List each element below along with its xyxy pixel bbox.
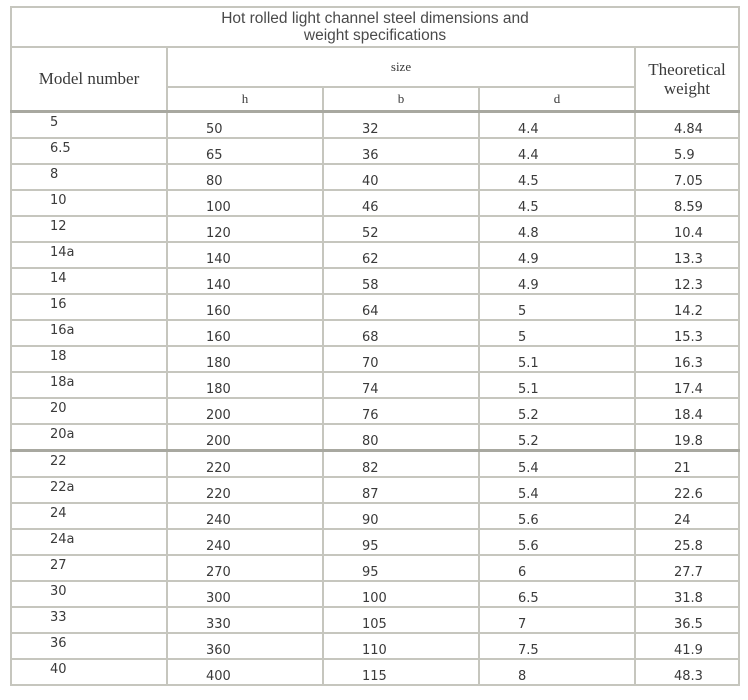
- cell-weight: 31.8: [635, 581, 739, 607]
- cell-weight: 13.3: [635, 242, 739, 268]
- cell-h: 100: [167, 190, 323, 216]
- cell-h: 240: [167, 503, 323, 529]
- cell-b: 40: [323, 164, 479, 190]
- cell-h: 160: [167, 320, 323, 346]
- cell-d: 6.5: [479, 581, 635, 607]
- cell-model: 24: [11, 503, 167, 529]
- cell-b: 70: [323, 346, 479, 372]
- cell-model: 24a: [11, 529, 167, 555]
- cell-model: 16a: [11, 320, 167, 346]
- cell-weight: 17.4: [635, 372, 739, 398]
- table-row: [11, 659, 739, 685]
- table-row: [11, 529, 739, 555]
- header-theoretical-weight: [635, 47, 739, 112]
- cell-weight: 19.8: [635, 424, 739, 451]
- cell-d: 4.5: [479, 190, 635, 216]
- cell-d: 4.9: [479, 242, 635, 268]
- cell-b: 110: [323, 633, 479, 659]
- cell-b: 74: [323, 372, 479, 398]
- cell-weight: 14.2: [635, 294, 739, 320]
- table-row: [11, 581, 739, 607]
- cell-model: 20a: [11, 424, 167, 451]
- cell-d: 5.2: [479, 424, 635, 451]
- cell-weight: 18.4: [635, 398, 739, 424]
- cell-d: 4.8: [479, 216, 635, 242]
- cell-model: 5: [11, 112, 167, 139]
- header-model-number: Model number: [11, 47, 167, 112]
- table-row: [11, 555, 739, 581]
- cell-b: 82: [323, 451, 479, 478]
- cell-h: 65: [167, 138, 323, 164]
- table-row: [11, 477, 739, 503]
- cell-model: 18: [11, 346, 167, 372]
- cell-b: 100: [323, 581, 479, 607]
- cell-model: 8: [11, 164, 167, 190]
- cell-d: 7.5: [479, 633, 635, 659]
- cell-h: 160: [167, 294, 323, 320]
- cell-weight: 10.4: [635, 216, 739, 242]
- cell-d: 5: [479, 320, 635, 346]
- table-title-line1: Hot rolled light channel steel dimensions and: [221, 10, 529, 27]
- table-row: [11, 346, 739, 372]
- cell-model: 16: [11, 294, 167, 320]
- cell-b: 52: [323, 216, 479, 242]
- cell-weight: 48.3: [635, 659, 739, 685]
- cell-d: 4.4: [479, 138, 635, 164]
- cell-b: 115: [323, 659, 479, 685]
- cell-model: 12: [11, 216, 167, 242]
- cell-weight: 27.7: [635, 555, 739, 581]
- cell-b: 62: [323, 242, 479, 268]
- cell-model: 6.5: [11, 138, 167, 164]
- table-title-line2: weight specifications: [303, 27, 447, 44]
- cell-h: 220: [167, 477, 323, 503]
- cell-b: 64: [323, 294, 479, 320]
- table-row: [11, 424, 739, 451]
- cell-h: 200: [167, 424, 323, 451]
- cell-weight: 7.05: [635, 164, 739, 190]
- header-d: d: [479, 87, 635, 112]
- cell-d: 5.4: [479, 451, 635, 478]
- cell-b: 32: [323, 112, 479, 139]
- cell-b: 76: [323, 398, 479, 424]
- cell-model: 30: [11, 581, 167, 607]
- cell-model: 14: [11, 268, 167, 294]
- header-weight-line2: weight: [663, 79, 711, 98]
- cell-d: 7: [479, 607, 635, 633]
- cell-h: 200: [167, 398, 323, 424]
- header-size: size: [167, 47, 635, 87]
- cell-model: 40: [11, 659, 167, 685]
- table-row: [11, 190, 739, 216]
- table-row: [11, 320, 739, 346]
- cell-h: 240: [167, 529, 323, 555]
- cell-h: 140: [167, 268, 323, 294]
- cell-b: 36: [323, 138, 479, 164]
- cell-weight: 21: [635, 451, 739, 478]
- cell-model: 27: [11, 555, 167, 581]
- cell-b: 95: [323, 555, 479, 581]
- table-row: [11, 112, 739, 139]
- cell-d: 5.4: [479, 477, 635, 503]
- header-h: h: [167, 87, 323, 112]
- table-row: [11, 268, 739, 294]
- table-row: [11, 216, 739, 242]
- cell-d: 4.4: [479, 112, 635, 139]
- cell-b: 46: [323, 190, 479, 216]
- cell-b: 105: [323, 607, 479, 633]
- table-row: [11, 633, 739, 659]
- cell-h: 330: [167, 607, 323, 633]
- cell-model: 14a: [11, 242, 167, 268]
- table-row: [11, 503, 739, 529]
- cell-d: 6: [479, 555, 635, 581]
- table-row: [11, 242, 739, 268]
- cell-h: 180: [167, 372, 323, 398]
- spec-table-container: [10, 6, 738, 686]
- table-row: [11, 607, 739, 633]
- cell-d: 5.2: [479, 398, 635, 424]
- table-title: [11, 7, 739, 47]
- cell-weight: 5.9: [635, 138, 739, 164]
- cell-weight: 16.3: [635, 346, 739, 372]
- cell-model: 10: [11, 190, 167, 216]
- cell-h: 140: [167, 242, 323, 268]
- cell-d: 5.1: [479, 346, 635, 372]
- cell-weight: 12.3: [635, 268, 739, 294]
- cell-d: 5.6: [479, 503, 635, 529]
- cell-d: 5.6: [479, 529, 635, 555]
- cell-model: 20: [11, 398, 167, 424]
- cell-model: 33: [11, 607, 167, 633]
- table-row: [11, 451, 739, 478]
- cell-model: 18a: [11, 372, 167, 398]
- cell-d: 4.5: [479, 164, 635, 190]
- cell-d: 5.1: [479, 372, 635, 398]
- table-row: [11, 398, 739, 424]
- cell-weight: 25.8: [635, 529, 739, 555]
- cell-b: 87: [323, 477, 479, 503]
- table-body: [11, 112, 739, 686]
- header-b: b: [323, 87, 479, 112]
- cell-h: 180: [167, 346, 323, 372]
- cell-weight: 24: [635, 503, 739, 529]
- cell-h: 120: [167, 216, 323, 242]
- cell-weight: 4.84: [635, 112, 739, 139]
- cell-h: 220: [167, 451, 323, 478]
- cell-model: 22: [11, 451, 167, 478]
- cell-b: 80: [323, 424, 479, 451]
- cell-d: 5: [479, 294, 635, 320]
- cell-weight: 22.6: [635, 477, 739, 503]
- cell-h: 270: [167, 555, 323, 581]
- cell-h: 400: [167, 659, 323, 685]
- cell-weight: 8.59: [635, 190, 739, 216]
- table-row: [11, 138, 739, 164]
- cell-b: 95: [323, 529, 479, 555]
- cell-h: 360: [167, 633, 323, 659]
- cell-weight: 15.3: [635, 320, 739, 346]
- table-row: [11, 164, 739, 190]
- cell-model: 36: [11, 633, 167, 659]
- cell-b: 68: [323, 320, 479, 346]
- table-row: [11, 294, 739, 320]
- cell-d: 8: [479, 659, 635, 685]
- cell-h: 80: [167, 164, 323, 190]
- cell-h: 300: [167, 581, 323, 607]
- cell-model: 22a: [11, 477, 167, 503]
- header-weight-line1: Theoretical: [648, 60, 726, 79]
- cell-b: 58: [323, 268, 479, 294]
- cell-h: 50: [167, 112, 323, 139]
- spec-table: [10, 6, 740, 686]
- cell-d: 4.9: [479, 268, 635, 294]
- table-row: [11, 372, 739, 398]
- cell-weight: 36.5: [635, 607, 739, 633]
- cell-b: 90: [323, 503, 479, 529]
- cell-weight: 41.9: [635, 633, 739, 659]
